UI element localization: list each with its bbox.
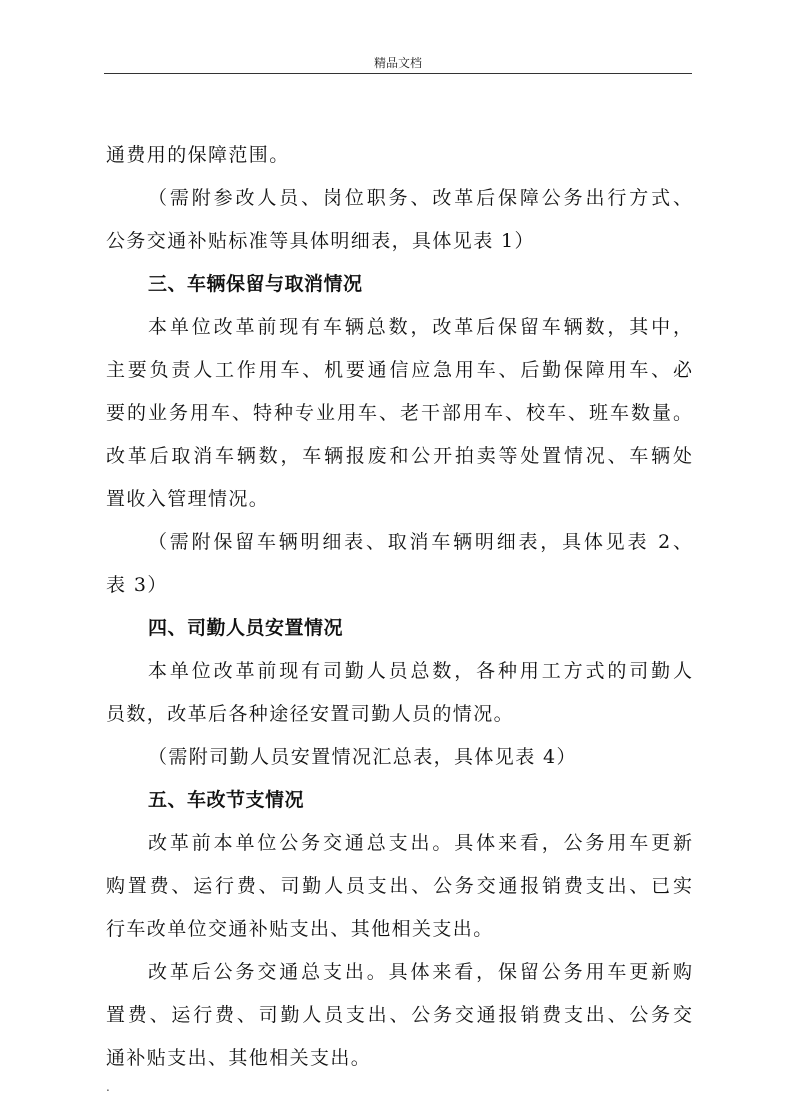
paragraph-line: 购置费、运行费、司勤人员支出、公务交通报销费支出、已实 <box>106 875 692 897</box>
paragraph-line: 改革后公务交通总支出。具体来看，保留公务用车更新购 <box>148 961 692 983</box>
header-divider <box>104 73 692 74</box>
paragraph-line: 本单位改革前现有车辆总数，改革后保留车辆数，其中， <box>148 316 692 338</box>
paragraph-line: 置费、运行费、司勤人员支出、公务交通报销费支出、公务交 <box>106 1004 692 1026</box>
paragraph-line: 要的业务用车、特种专业用车、老干部用车、校车、班车数量。 <box>106 402 692 424</box>
paragraph-line: 行车改单位交通补贴支出、其他相关支出。 <box>106 918 494 940</box>
page-header-title: 精品文档 <box>373 56 422 70</box>
paragraph-line: 表 3） <box>106 574 168 596</box>
paragraph-line: （需附参改人员、岗位职务、改革后保障公务出行方式、 <box>148 187 692 209</box>
paragraph-line: 公务交通补贴标准等具体明细表，具体见表 1） <box>106 230 535 252</box>
paragraph-line: 改革后取消车辆数，车辆报废和公开拍卖等处置情况、车辆处 <box>106 445 692 467</box>
paragraph-line: 通补贴支出、其他相关支出。 <box>106 1047 372 1069</box>
paragraph-line: 主要负责人工作用车、机要通信应急用车、后勤保障用车、必 <box>106 359 692 381</box>
section-heading-4: 四、司勤人员安置情况 <box>148 617 344 639</box>
paragraph-line: 本单位改革前现有司勤人员总数，各种用工方式的司勤人 <box>148 660 692 682</box>
paragraph-line: （需附司勤人员安置情况汇总表，具体见表 4） <box>148 746 577 768</box>
paragraph-line: 通费用的保障范围。 <box>106 144 290 166</box>
paragraph-line: 改革前本单位公务交通总支出。具体来看，公务用车更新 <box>148 832 692 854</box>
paragraph-line: （需附保留车辆明细表、取消车辆明细表，具体见表 2、 <box>148 531 692 553</box>
paragraph-line: 置收入管理情况。 <box>106 488 270 510</box>
paragraph-line: 员数，改革后各种途径安置司勤人员的情况。 <box>106 703 515 725</box>
footer-mark: . <box>106 1080 110 1094</box>
section-heading-3: 三、车辆保留与取消情况 <box>148 273 363 295</box>
section-heading-5: 五、车改节支情况 <box>148 789 305 811</box>
